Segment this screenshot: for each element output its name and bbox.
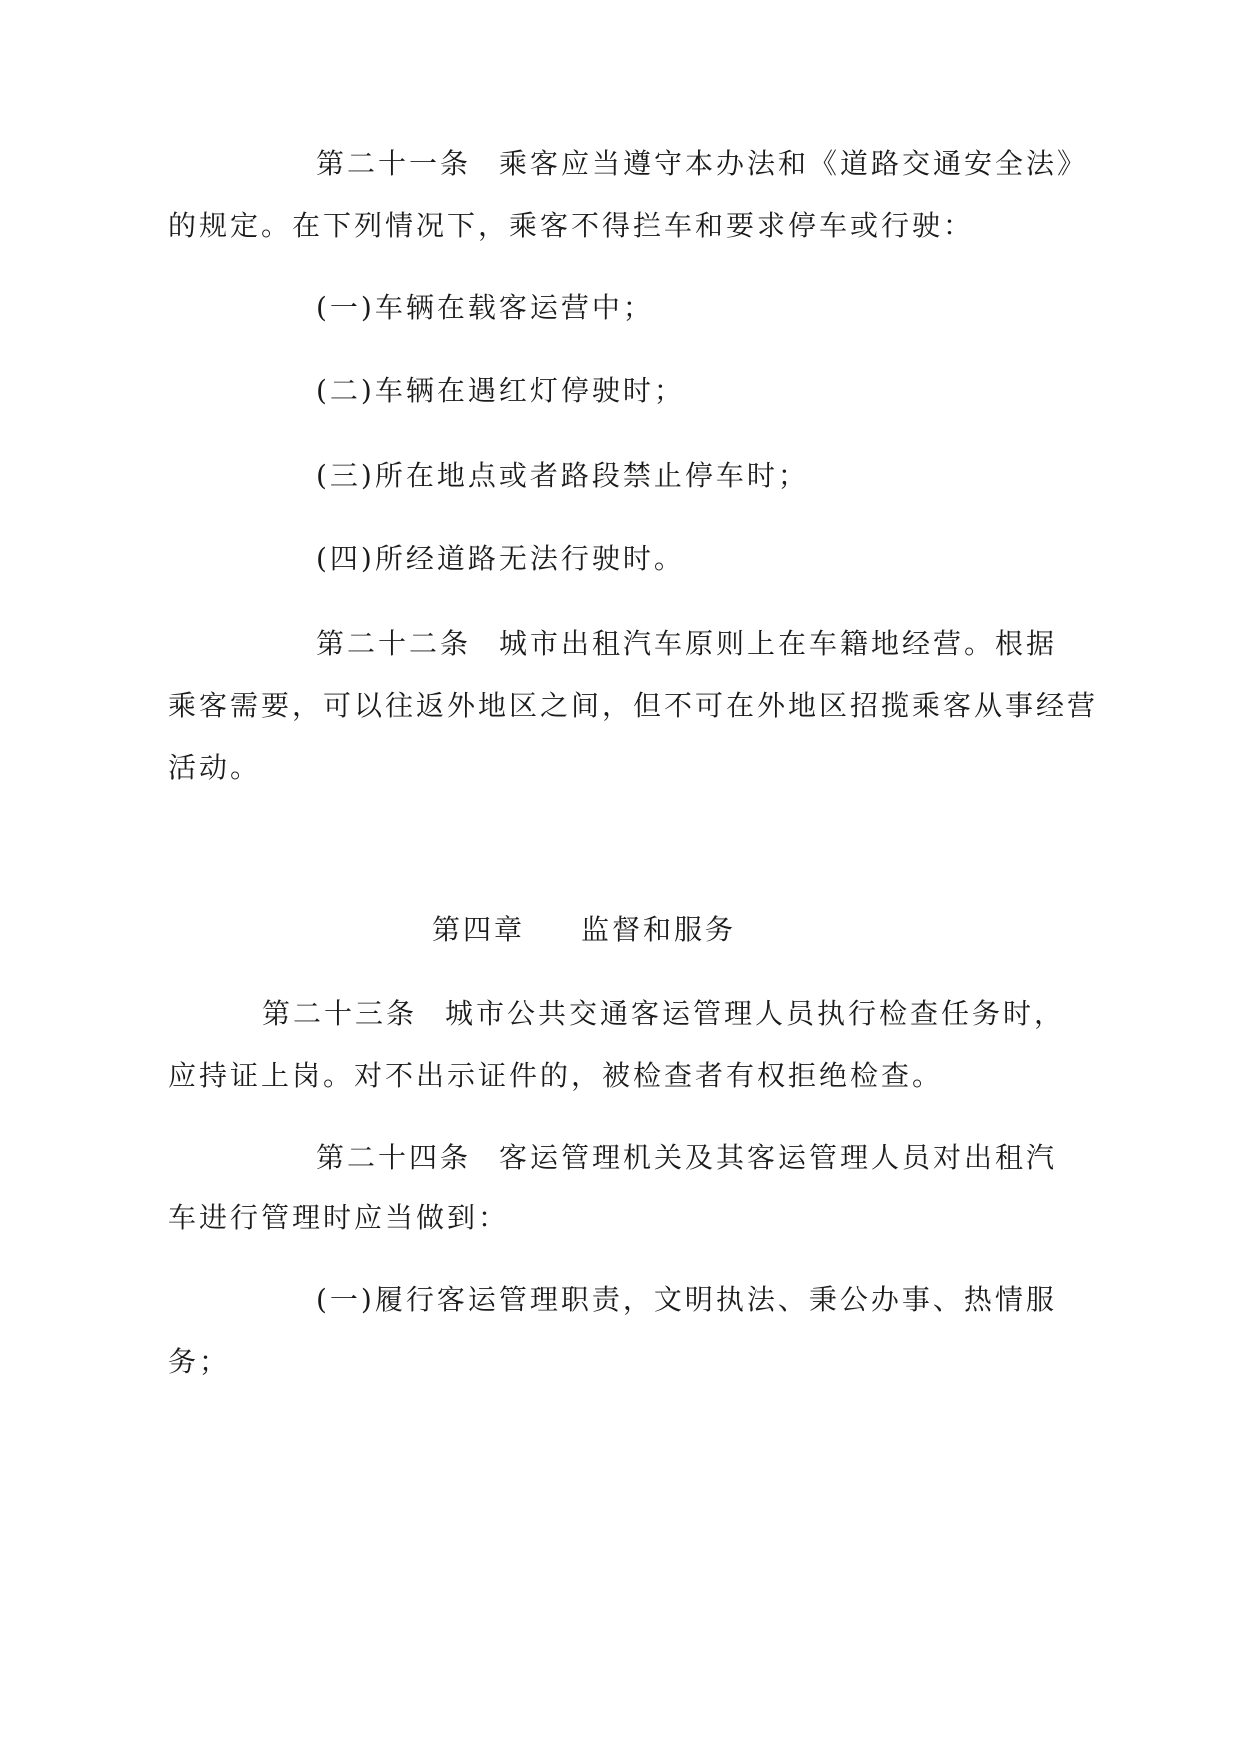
article-21-item-1: (一)车辆在载客运营中； [316, 291, 654, 324]
chapter-4-label: 第四章 [432, 913, 526, 946]
article-23-label: 第二十三条 [262, 997, 418, 1030]
chapter-4-title: 监督和服务 [581, 913, 737, 946]
article-21-item-3: (三)所在地点或者路段禁止停车时； [316, 459, 809, 492]
article-22-text-1: 城市出租汽车原则上在车籍地经营。根据 [499, 627, 1058, 660]
article-24-line-1 [316, 1140, 1057, 1176]
article-24-line-2: 车进行管理时应当做到： [168, 1201, 510, 1234]
article-23-text-1: 城市公共交通客运管理人员执行检查任务时， [445, 997, 1066, 1030]
article-24-item-1-line-1: (一)履行客运管理职责，文明执法、秉公办事、热情服 [316, 1283, 1057, 1316]
article-21-item-2: (二)车辆在遇红灯停驶时； [316, 374, 685, 407]
article-21-text-1: 乘客应当遵守本办法和《道路交通安全法》 [499, 147, 1089, 180]
article-22-line-3: 活动。 [168, 751, 262, 784]
chapter-4-heading [432, 912, 736, 948]
article-22-line-1 [316, 626, 1057, 662]
article-21-line-2: 的规定。在下列情况下，乘客不得拦车和要求停车或行驶： [168, 209, 975, 242]
article-24-label: 第二十四条 [316, 1141, 472, 1174]
article-24-text-1: 客运管理机关及其客运管理人员对出租汽 [499, 1141, 1058, 1174]
article-22-label: 第二十二条 [316, 627, 472, 660]
article-22-line-2: 乘客需要，可以往返外地区之间，但不可在外地区招揽乘客从事经营 [168, 689, 1099, 722]
article-23-line-1 [262, 996, 1065, 1032]
article-21-item-4: (四)所经道路无法行驶时。 [316, 542, 685, 575]
article-21-line-1 [316, 146, 1088, 182]
article-24-item-1-line-2: 务； [168, 1345, 231, 1378]
article-21-label: 第二十一条 [316, 147, 472, 180]
article-23-line-2: 应持证上岗。对不出示证件的，被检查者有权拒绝检查。 [168, 1059, 944, 1092]
